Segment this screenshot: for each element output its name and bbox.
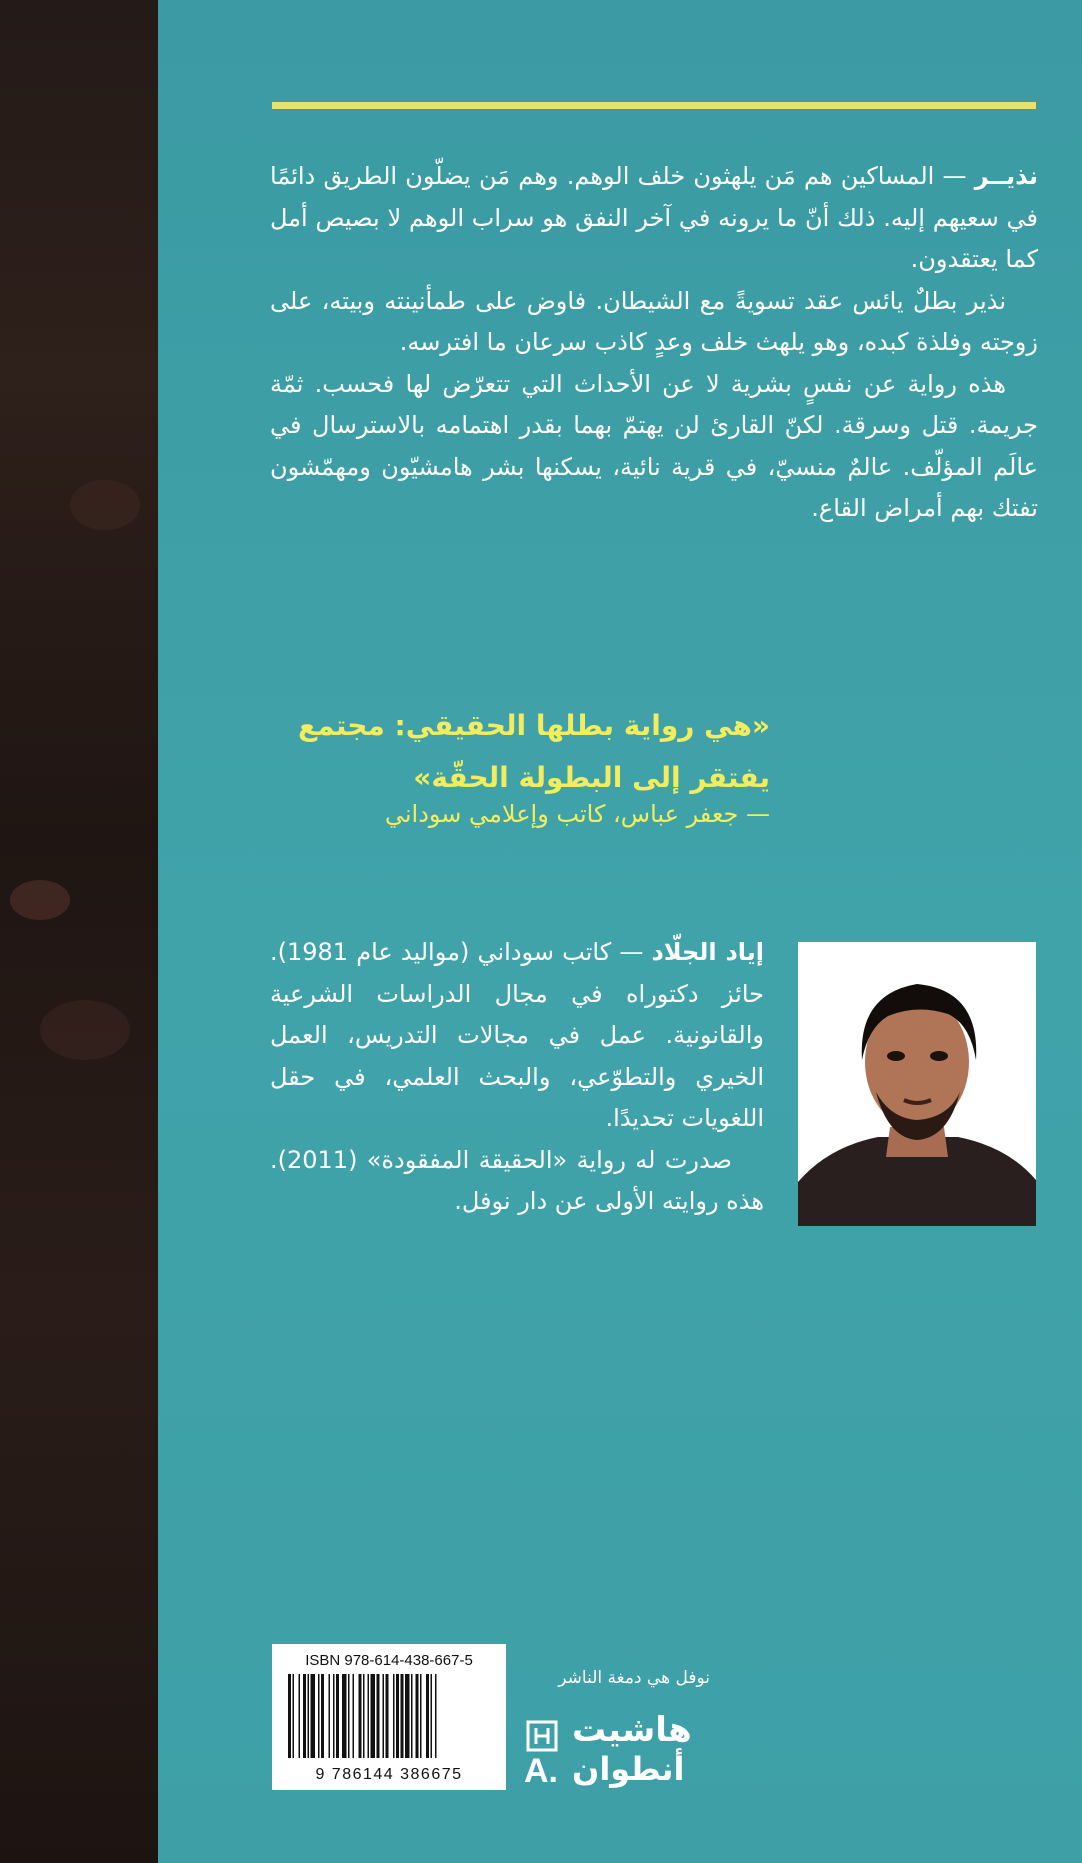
isbn-barcode [272, 1644, 506, 1790]
barcode-bar [321, 1674, 324, 1758]
publisher-mark: A. [524, 1752, 558, 1790]
barcode-bar [435, 1674, 437, 1758]
barcode-bar [401, 1674, 404, 1758]
barcode-bar [368, 1674, 370, 1758]
barcode-bar [308, 1674, 310, 1758]
barcode-bar [336, 1674, 339, 1758]
protagonist-name: نذيــر [974, 162, 1038, 190]
barcode-bar [348, 1674, 350, 1758]
publisher-tagline: نوفل هي دمغة الناشر [558, 1668, 710, 1688]
publisher-name-line1: هاشيت [572, 1710, 692, 1750]
barcode-bar [311, 1674, 316, 1758]
barcode-bar [342, 1674, 347, 1758]
barcode-bar [293, 1674, 295, 1758]
barcode-bar [288, 1674, 291, 1758]
barcode-bar [371, 1674, 376, 1758]
author-bio [270, 932, 764, 1223]
synopsis-paragraph: هذه رواية عن نفسٍ بشرية لا عن الأحداث التي تتعرّض لها فحسب. ثمّة جريمة. قتل وسرقة. لكنّ القارئ لن يهتمّ بهما بقدر اهتمامه بالاسترسال في عالَم المؤلّف. عالمٌ منسيّ، في قرية نائية، يسكنها بشر هامشيّون ومهمّشون تفتك بهم أمراض القاع. [270, 369, 1038, 522]
spine-texture [40, 1000, 130, 1060]
barcode-bar [426, 1674, 429, 1758]
barcode-bar [363, 1674, 365, 1758]
barcode-bar [329, 1674, 331, 1758]
isbn-number: ISBN 978-614-438-667-5 [305, 1652, 473, 1669]
barcode-bar [353, 1674, 355, 1758]
spine-texture [70, 480, 140, 530]
barcode-bars [288, 1674, 490, 1758]
spine-texture [10, 880, 70, 920]
barcode-bar [318, 1674, 320, 1758]
barcode-bar [303, 1674, 306, 1758]
barcode-bar [383, 1674, 385, 1758]
review-quote [270, 700, 770, 804]
barcode-bar [396, 1674, 399, 1758]
quote-attribution: — جعفر عباس، كاتب وإعلامي سوداني [384, 800, 770, 828]
barcode-bar [359, 1674, 362, 1758]
barcode-bar [386, 1674, 389, 1758]
barcode-bar [416, 1674, 419, 1758]
barcode-bar [431, 1674, 433, 1758]
publisher-name-line2: أنطوان [572, 1750, 685, 1788]
author-portrait-image [798, 942, 1036, 1226]
barcode-bar [405, 1674, 410, 1758]
top-divider [272, 102, 1036, 109]
barcode-bar [299, 1674, 301, 1758]
barcode-bar [333, 1674, 335, 1758]
synopsis-paragraph: نذيــر — المساكين هم مَن يلهثون خلف الوهم. وهم مَن يضلّون الطريق دائمًا في سعيهم إليه. ذلك أنّ ما يرونه في آخر النفق هو سراب الوهم لا بصيص أمل كما يعتقدون. [270, 162, 1038, 273]
author-name: إياد الجلّاد [651, 938, 765, 966]
synopsis [270, 156, 1038, 530]
quote-line: يفتقر إلى البطولة الحقّة» [413, 761, 770, 794]
bio-paragraph: إياد الجلّاد — كاتب سوداني (مواليد عام 1981). حائز دكتوراه في مجال الدراسات الشرعية والقانونية. عمل في مجالات التدريس، العمل الخيري والتطوّعي، والبحث العلمي، في حقل اللغويات تحديدًا. [270, 938, 765, 1132]
author-photo [798, 942, 1036, 1226]
barcode-bar [420, 1674, 422, 1758]
bio-paragraph: صدرت له رواية «الحقيقة المفقودة» (2011). هذه روايته الأولى عن دار نوفل. [270, 1145, 764, 1215]
barcode-bar [377, 1674, 380, 1758]
synopsis-paragraph: نذير بطلٌ يائس عقد تسويةً مع الشيطان. فاوض على طمأنينته وبيته، على زوجته وفلذة كبده، وهو يلهث خلف وعدٍ كاذب سرعان ما افترسه. [270, 286, 1038, 356]
quote-line: «هي رواية بطلها الحقيقي: مجتمع [297, 709, 770, 742]
barcode-bar [393, 1674, 395, 1758]
publisher-tagline-block [520, 1668, 710, 1688]
spine-photo-strip [0, 0, 158, 1863]
publisher-logo-icon [526, 1720, 558, 1752]
barcode-digits: 9 786144 386675 [315, 1766, 463, 1783]
barcode-bar [411, 1674, 413, 1758]
